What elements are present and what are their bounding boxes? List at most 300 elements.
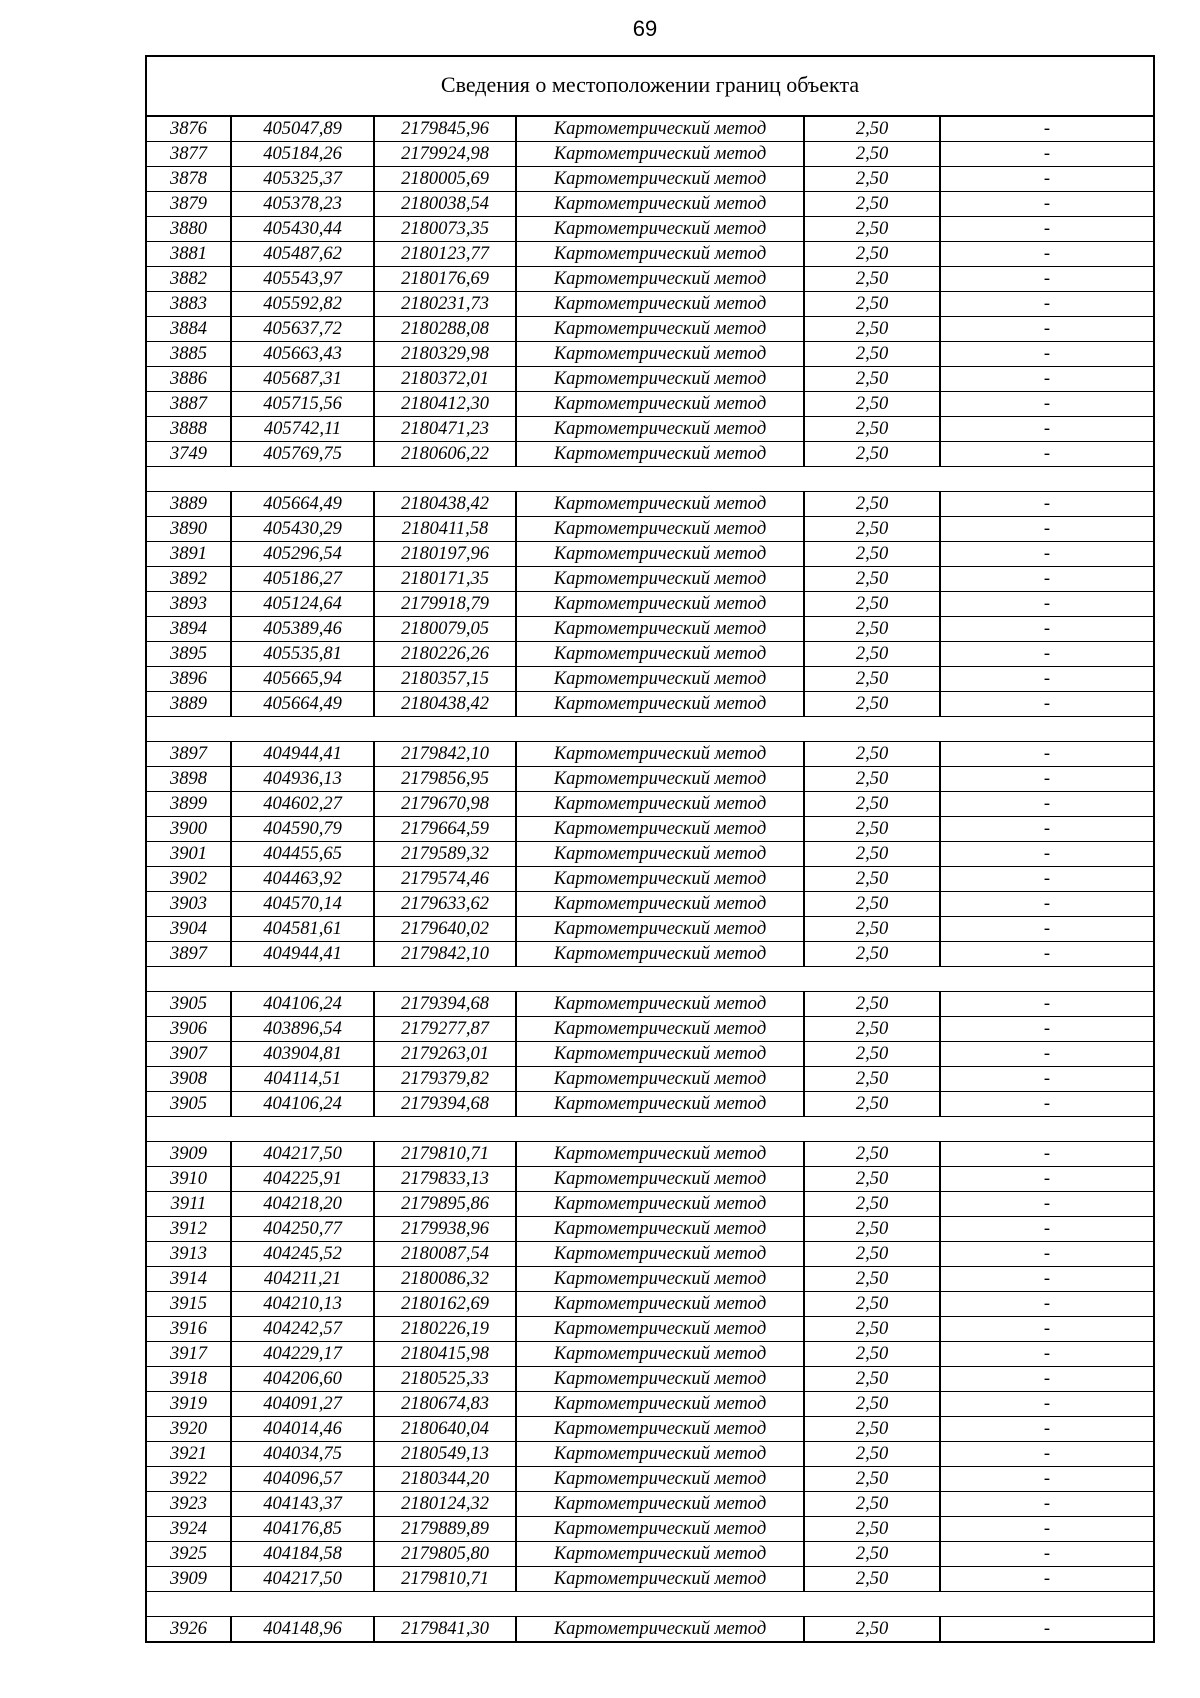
precision-cell: 2,50 xyxy=(804,167,940,192)
y-coordinate-cell: 2179574,46 xyxy=(374,867,516,892)
x-coordinate-cell: 404936,13 xyxy=(231,767,374,792)
x-coordinate-cell: 404034,75 xyxy=(231,1442,374,1467)
method-cell: Картометрический метод xyxy=(516,1392,804,1417)
point-number-cell: 3881 xyxy=(147,242,231,267)
table-row xyxy=(147,842,1153,867)
y-coordinate-cell: 2179810,71 xyxy=(374,1567,516,1592)
precision-cell: 2,50 xyxy=(804,642,940,667)
x-coordinate-cell: 404211,21 xyxy=(231,1267,374,1292)
point-number-cell: 3918 xyxy=(147,1367,231,1392)
y-coordinate-cell: 2179589,32 xyxy=(374,842,516,867)
point-number-cell: 3908 xyxy=(147,1067,231,1092)
description-cell: - xyxy=(940,317,1153,342)
precision-cell: 2,50 xyxy=(804,142,940,167)
coordinates-table xyxy=(147,117,1153,1641)
method-cell: Картометрический метод xyxy=(516,1092,804,1117)
y-coordinate-cell: 2180415,98 xyxy=(374,1342,516,1367)
table-row xyxy=(147,1367,1153,1392)
precision-cell: 2,50 xyxy=(804,1567,940,1592)
description-cell: - xyxy=(940,192,1153,217)
method-cell: Картометрический метод xyxy=(516,1167,804,1192)
point-number-cell: 3911 xyxy=(147,1192,231,1217)
method-cell: Картометрический метод xyxy=(516,1292,804,1317)
method-cell: Картометрический метод xyxy=(516,417,804,442)
point-number-cell: 3898 xyxy=(147,767,231,792)
table-row xyxy=(147,367,1153,392)
x-coordinate-cell: 404218,20 xyxy=(231,1192,374,1217)
description-cell: - xyxy=(940,1467,1153,1492)
y-coordinate-cell: 2180438,42 xyxy=(374,692,516,717)
precision-cell: 2,50 xyxy=(804,1242,940,1267)
x-coordinate-cell: 404225,91 xyxy=(231,1167,374,1192)
precision-cell: 2,50 xyxy=(804,817,940,842)
point-number-cell: 3909 xyxy=(147,1142,231,1167)
boundary-table-sheet xyxy=(145,55,1155,1643)
x-coordinate-cell: 404455,65 xyxy=(231,842,374,867)
description-cell: - xyxy=(940,1567,1153,1592)
table-row xyxy=(147,992,1153,1017)
x-coordinate-cell: 405487,62 xyxy=(231,242,374,267)
y-coordinate-cell: 2179379,82 xyxy=(374,1067,516,1092)
y-coordinate-cell: 2180124,32 xyxy=(374,1492,516,1517)
point-number-cell: 3905 xyxy=(147,1092,231,1117)
y-coordinate-cell: 2180038,54 xyxy=(374,192,516,217)
table-row xyxy=(147,542,1153,567)
description-cell: - xyxy=(940,817,1153,842)
description-cell: - xyxy=(940,117,1153,142)
table-row xyxy=(147,517,1153,542)
y-coordinate-cell: 2180412,30 xyxy=(374,392,516,417)
precision-cell: 2,50 xyxy=(804,1442,940,1467)
point-number-cell: 3913 xyxy=(147,1242,231,1267)
y-coordinate-cell: 2180525,33 xyxy=(374,1367,516,1392)
method-cell: Картометрический метод xyxy=(516,1192,804,1217)
method-cell: Картометрический метод xyxy=(516,792,804,817)
y-coordinate-cell: 2180231,73 xyxy=(374,292,516,317)
y-coordinate-cell: 2180411,58 xyxy=(374,517,516,542)
method-cell: Картометрический метод xyxy=(516,1442,804,1467)
point-number-cell: 3924 xyxy=(147,1517,231,1542)
precision-cell: 2,50 xyxy=(804,367,940,392)
y-coordinate-cell: 2179845,96 xyxy=(374,117,516,142)
y-coordinate-cell: 2180079,05 xyxy=(374,617,516,642)
table-row xyxy=(147,1517,1153,1542)
description-cell: - xyxy=(940,1417,1153,1442)
separator-cell xyxy=(147,1592,1153,1617)
description-cell: - xyxy=(940,1392,1153,1417)
table-row xyxy=(147,942,1153,967)
description-cell: - xyxy=(940,892,1153,917)
y-coordinate-cell: 2179895,86 xyxy=(374,1192,516,1217)
description-cell: - xyxy=(940,1317,1153,1342)
point-number-cell: 3926 xyxy=(147,1617,231,1642)
point-number-cell: 3921 xyxy=(147,1442,231,1467)
description-cell: - xyxy=(940,692,1153,717)
point-number-cell: 3877 xyxy=(147,142,231,167)
description-cell: - xyxy=(940,642,1153,667)
method-cell: Картометрический метод xyxy=(516,242,804,267)
table-row xyxy=(147,267,1153,292)
y-coordinate-cell: 2179842,10 xyxy=(374,942,516,967)
precision-cell: 2,50 xyxy=(804,342,940,367)
description-cell: - xyxy=(940,942,1153,967)
description-cell: - xyxy=(940,1017,1153,1042)
precision-cell: 2,50 xyxy=(804,317,940,342)
y-coordinate-cell: 2180162,69 xyxy=(374,1292,516,1317)
method-cell: Картометрический метод xyxy=(516,142,804,167)
precision-cell: 2,50 xyxy=(804,1392,940,1417)
method-cell: Картометрический метод xyxy=(516,1217,804,1242)
y-coordinate-cell: 2180005,69 xyxy=(374,167,516,192)
y-coordinate-cell: 2179856,95 xyxy=(374,767,516,792)
table-row xyxy=(147,667,1153,692)
point-number-cell: 3906 xyxy=(147,1017,231,1042)
description-cell: - xyxy=(940,142,1153,167)
separator-cell xyxy=(147,1117,1153,1142)
description-cell: - xyxy=(940,417,1153,442)
description-cell: - xyxy=(940,492,1153,517)
table-row xyxy=(147,1042,1153,1067)
point-number-cell: 3895 xyxy=(147,642,231,667)
precision-cell: 2,50 xyxy=(804,842,940,867)
y-coordinate-cell: 2179670,98 xyxy=(374,792,516,817)
point-number-cell: 3919 xyxy=(147,1392,231,1417)
precision-cell: 2,50 xyxy=(804,442,940,467)
point-number-cell: 3920 xyxy=(147,1417,231,1442)
method-cell: Картометрический метод xyxy=(516,317,804,342)
x-coordinate-cell: 404106,24 xyxy=(231,992,374,1017)
y-coordinate-cell: 2180372,01 xyxy=(374,367,516,392)
method-cell: Картометрический метод xyxy=(516,742,804,767)
method-cell: Картометрический метод xyxy=(516,917,804,942)
method-cell: Картометрический метод xyxy=(516,542,804,567)
x-coordinate-cell: 405186,27 xyxy=(231,567,374,592)
x-coordinate-cell: 404210,13 xyxy=(231,1292,374,1317)
page-number: 69 xyxy=(632,16,658,41)
table-row xyxy=(147,1617,1153,1642)
point-number-cell: 3915 xyxy=(147,1292,231,1317)
y-coordinate-cell: 2179263,01 xyxy=(374,1042,516,1067)
precision-cell: 2,50 xyxy=(804,542,940,567)
x-coordinate-cell: 405430,44 xyxy=(231,217,374,242)
table-row xyxy=(147,442,1153,467)
method-cell: Картометрический метод xyxy=(516,1617,804,1642)
precision-cell: 2,50 xyxy=(804,1017,940,1042)
x-coordinate-cell: 404176,85 xyxy=(231,1517,374,1542)
y-coordinate-cell: 2179833,13 xyxy=(374,1167,516,1192)
method-cell: Картометрический метод xyxy=(516,342,804,367)
y-coordinate-cell: 2180087,54 xyxy=(374,1242,516,1267)
x-coordinate-cell: 404206,60 xyxy=(231,1367,374,1392)
x-coordinate-cell: 405296,54 xyxy=(231,542,374,567)
y-coordinate-cell: 2180176,69 xyxy=(374,267,516,292)
description-cell: - xyxy=(940,917,1153,942)
y-coordinate-cell: 2180357,15 xyxy=(374,667,516,692)
table-row xyxy=(147,692,1153,717)
separator-cell xyxy=(147,717,1153,742)
table-row xyxy=(147,817,1153,842)
precision-cell: 2,50 xyxy=(804,267,940,292)
description-cell: - xyxy=(940,1292,1153,1317)
method-cell: Картометрический метод xyxy=(516,1242,804,1267)
precision-cell: 2,50 xyxy=(804,567,940,592)
description-cell: - xyxy=(940,442,1153,467)
y-coordinate-cell: 2180549,13 xyxy=(374,1442,516,1467)
description-cell: - xyxy=(940,1242,1153,1267)
y-coordinate-cell: 2179810,71 xyxy=(374,1142,516,1167)
y-coordinate-cell: 2180123,77 xyxy=(374,242,516,267)
point-number-cell: 3876 xyxy=(147,117,231,142)
y-coordinate-cell: 2179277,87 xyxy=(374,1017,516,1042)
method-cell: Картометрический метод xyxy=(516,492,804,517)
table-row xyxy=(147,392,1153,417)
table-row xyxy=(147,1217,1153,1242)
description-cell: - xyxy=(940,867,1153,892)
x-coordinate-cell: 405742,11 xyxy=(231,417,374,442)
description-cell: - xyxy=(940,1442,1153,1467)
y-coordinate-cell: 2179841,30 xyxy=(374,1617,516,1642)
x-coordinate-cell: 404250,77 xyxy=(231,1217,374,1242)
method-cell: Картометрический метод xyxy=(516,1267,804,1292)
y-coordinate-cell: 2180226,26 xyxy=(374,642,516,667)
method-cell: Картометрический метод xyxy=(516,767,804,792)
y-coordinate-cell: 2180073,35 xyxy=(374,217,516,242)
table-row xyxy=(147,1342,1153,1367)
table-row xyxy=(147,1142,1153,1167)
point-number-cell: 3922 xyxy=(147,1467,231,1492)
precision-cell: 2,50 xyxy=(804,917,940,942)
point-number-cell: 3749 xyxy=(147,442,231,467)
point-number-cell: 3899 xyxy=(147,792,231,817)
description-cell: - xyxy=(940,1542,1153,1567)
method-cell: Картометрический метод xyxy=(516,1067,804,1092)
coordinates-table-body xyxy=(147,117,1153,1641)
x-coordinate-cell: 405535,81 xyxy=(231,642,374,667)
table-row xyxy=(147,567,1153,592)
y-coordinate-cell: 2180197,96 xyxy=(374,542,516,567)
point-number-cell: 3879 xyxy=(147,192,231,217)
x-coordinate-cell: 405715,56 xyxy=(231,392,374,417)
precision-cell: 2,50 xyxy=(804,1317,940,1342)
table-row xyxy=(147,917,1153,942)
method-cell: Картометрический метод xyxy=(516,642,804,667)
precision-cell: 2,50 xyxy=(804,492,940,517)
precision-cell: 2,50 xyxy=(804,242,940,267)
description-cell: - xyxy=(940,1267,1153,1292)
precision-cell: 2,50 xyxy=(804,517,940,542)
point-number-cell: 3882 xyxy=(147,267,231,292)
precision-cell: 2,50 xyxy=(804,392,940,417)
y-coordinate-cell: 2179394,68 xyxy=(374,992,516,1017)
point-number-cell: 3923 xyxy=(147,1492,231,1517)
method-cell: Картометрический метод xyxy=(516,292,804,317)
description-cell: - xyxy=(940,1217,1153,1242)
precision-cell: 2,50 xyxy=(804,767,940,792)
table-row xyxy=(147,167,1153,192)
precision-cell: 2,50 xyxy=(804,1067,940,1092)
description-cell: - xyxy=(940,667,1153,692)
point-number-cell: 3889 xyxy=(147,492,231,517)
description-cell: - xyxy=(940,742,1153,767)
description-cell: - xyxy=(940,267,1153,292)
point-number-cell: 3885 xyxy=(147,342,231,367)
description-cell: - xyxy=(940,217,1153,242)
x-coordinate-cell: 404106,24 xyxy=(231,1092,374,1117)
point-number-cell: 3896 xyxy=(147,667,231,692)
description-cell: - xyxy=(940,567,1153,592)
method-cell: Картометрический метод xyxy=(516,1492,804,1517)
point-number-cell: 3880 xyxy=(147,217,231,242)
table-row xyxy=(147,292,1153,317)
x-coordinate-cell: 405664,49 xyxy=(231,692,374,717)
description-cell: - xyxy=(940,342,1153,367)
method-cell: Картометрический метод xyxy=(516,592,804,617)
precision-cell: 2,50 xyxy=(804,792,940,817)
point-number-cell: 3878 xyxy=(147,167,231,192)
point-number-cell: 3887 xyxy=(147,392,231,417)
point-number-cell: 3900 xyxy=(147,817,231,842)
table-row xyxy=(147,1467,1153,1492)
description-cell: - xyxy=(940,242,1153,267)
y-coordinate-cell: 2179938,96 xyxy=(374,1217,516,1242)
table-title: Сведения о местоположении границ объекта xyxy=(147,57,1153,117)
table-row xyxy=(147,1267,1153,1292)
point-number-cell: 3901 xyxy=(147,842,231,867)
point-number-cell: 3917 xyxy=(147,1342,231,1367)
table-row xyxy=(147,1567,1153,1592)
y-coordinate-cell: 2180640,04 xyxy=(374,1417,516,1442)
x-coordinate-cell: 405325,37 xyxy=(231,167,374,192)
precision-cell: 2,50 xyxy=(804,117,940,142)
table-row xyxy=(147,792,1153,817)
method-cell: Картометрический метод xyxy=(516,117,804,142)
x-coordinate-cell: 405663,43 xyxy=(231,342,374,367)
y-coordinate-cell: 2179640,02 xyxy=(374,917,516,942)
point-number-cell: 3892 xyxy=(147,567,231,592)
table-row xyxy=(147,1542,1153,1567)
x-coordinate-cell: 404242,57 xyxy=(231,1317,374,1342)
x-coordinate-cell: 404245,52 xyxy=(231,1242,374,1267)
table-row xyxy=(147,1292,1153,1317)
y-coordinate-cell: 2179633,62 xyxy=(374,892,516,917)
table-row xyxy=(147,742,1153,767)
y-coordinate-cell: 2179805,80 xyxy=(374,1542,516,1567)
precision-cell: 2,50 xyxy=(804,867,940,892)
group-separator-row xyxy=(147,467,1153,492)
precision-cell: 2,50 xyxy=(804,667,940,692)
precision-cell: 2,50 xyxy=(804,417,940,442)
precision-cell: 2,50 xyxy=(804,1167,940,1192)
x-coordinate-cell: 404570,14 xyxy=(231,892,374,917)
y-coordinate-cell: 2180288,08 xyxy=(374,317,516,342)
group-separator-row xyxy=(147,1592,1153,1617)
table-row xyxy=(147,492,1153,517)
y-coordinate-cell: 2180329,98 xyxy=(374,342,516,367)
precision-cell: 2,50 xyxy=(804,592,940,617)
y-coordinate-cell: 2180471,23 xyxy=(374,417,516,442)
table-row xyxy=(147,242,1153,267)
x-coordinate-cell: 404581,61 xyxy=(231,917,374,942)
table-row xyxy=(147,142,1153,167)
method-cell: Картометрический метод xyxy=(516,842,804,867)
x-coordinate-cell: 405430,29 xyxy=(231,517,374,542)
table-row xyxy=(147,217,1153,242)
description-cell: - xyxy=(940,1192,1153,1217)
x-coordinate-cell: 404944,41 xyxy=(231,742,374,767)
point-number-cell: 3897 xyxy=(147,742,231,767)
x-coordinate-cell: 405664,49 xyxy=(231,492,374,517)
precision-cell: 2,50 xyxy=(804,617,940,642)
x-coordinate-cell: 405687,31 xyxy=(231,367,374,392)
description-cell: - xyxy=(940,792,1153,817)
point-number-cell: 3891 xyxy=(147,542,231,567)
precision-cell: 2,50 xyxy=(804,1192,940,1217)
table-row xyxy=(147,1417,1153,1442)
description-cell: - xyxy=(940,1167,1153,1192)
method-cell: Картометрический метод xyxy=(516,692,804,717)
point-number-cell: 3889 xyxy=(147,692,231,717)
method-cell: Картометрический метод xyxy=(516,867,804,892)
method-cell: Картометрический метод xyxy=(516,617,804,642)
description-cell: - xyxy=(940,167,1153,192)
precision-cell: 2,50 xyxy=(804,942,940,967)
y-coordinate-cell: 2180438,42 xyxy=(374,492,516,517)
table-row xyxy=(147,117,1153,142)
description-cell: - xyxy=(940,1367,1153,1392)
table-row xyxy=(147,317,1153,342)
description-cell: - xyxy=(940,617,1153,642)
table-row xyxy=(147,1242,1153,1267)
description-cell: - xyxy=(940,392,1153,417)
precision-cell: 2,50 xyxy=(804,1617,940,1642)
x-coordinate-cell: 405543,97 xyxy=(231,267,374,292)
point-number-cell: 3903 xyxy=(147,892,231,917)
x-coordinate-cell: 404944,41 xyxy=(231,942,374,967)
table-row xyxy=(147,192,1153,217)
method-cell: Картометрический метод xyxy=(516,1042,804,1067)
method-cell: Картометрический метод xyxy=(516,1467,804,1492)
precision-cell: 2,50 xyxy=(804,1417,940,1442)
group-separator-row xyxy=(147,717,1153,742)
method-cell: Картометрический метод xyxy=(516,817,804,842)
description-cell: - xyxy=(940,992,1153,1017)
x-coordinate-cell: 404114,51 xyxy=(231,1067,374,1092)
table-row xyxy=(147,642,1153,667)
precision-cell: 2,50 xyxy=(804,192,940,217)
method-cell: Картометрический метод xyxy=(516,1542,804,1567)
description-cell: - xyxy=(940,592,1153,617)
table-row xyxy=(147,892,1153,917)
y-coordinate-cell: 2180086,32 xyxy=(374,1267,516,1292)
precision-cell: 2,50 xyxy=(804,1042,940,1067)
table-row xyxy=(147,867,1153,892)
method-cell: Картометрический метод xyxy=(516,367,804,392)
x-coordinate-cell: 405124,64 xyxy=(231,592,374,617)
x-coordinate-cell: 404143,37 xyxy=(231,1492,374,1517)
x-coordinate-cell: 404184,58 xyxy=(231,1542,374,1567)
precision-cell: 2,50 xyxy=(804,742,940,767)
x-coordinate-cell: 404096,57 xyxy=(231,1467,374,1492)
description-cell: - xyxy=(940,1342,1153,1367)
point-number-cell: 3890 xyxy=(147,517,231,542)
x-coordinate-cell: 405378,23 xyxy=(231,192,374,217)
precision-cell: 2,50 xyxy=(804,892,940,917)
precision-cell: 2,50 xyxy=(804,1342,940,1367)
table-row xyxy=(147,1092,1153,1117)
method-cell: Картометрический метод xyxy=(516,1367,804,1392)
method-cell: Картометрический метод xyxy=(516,192,804,217)
description-cell: - xyxy=(940,517,1153,542)
